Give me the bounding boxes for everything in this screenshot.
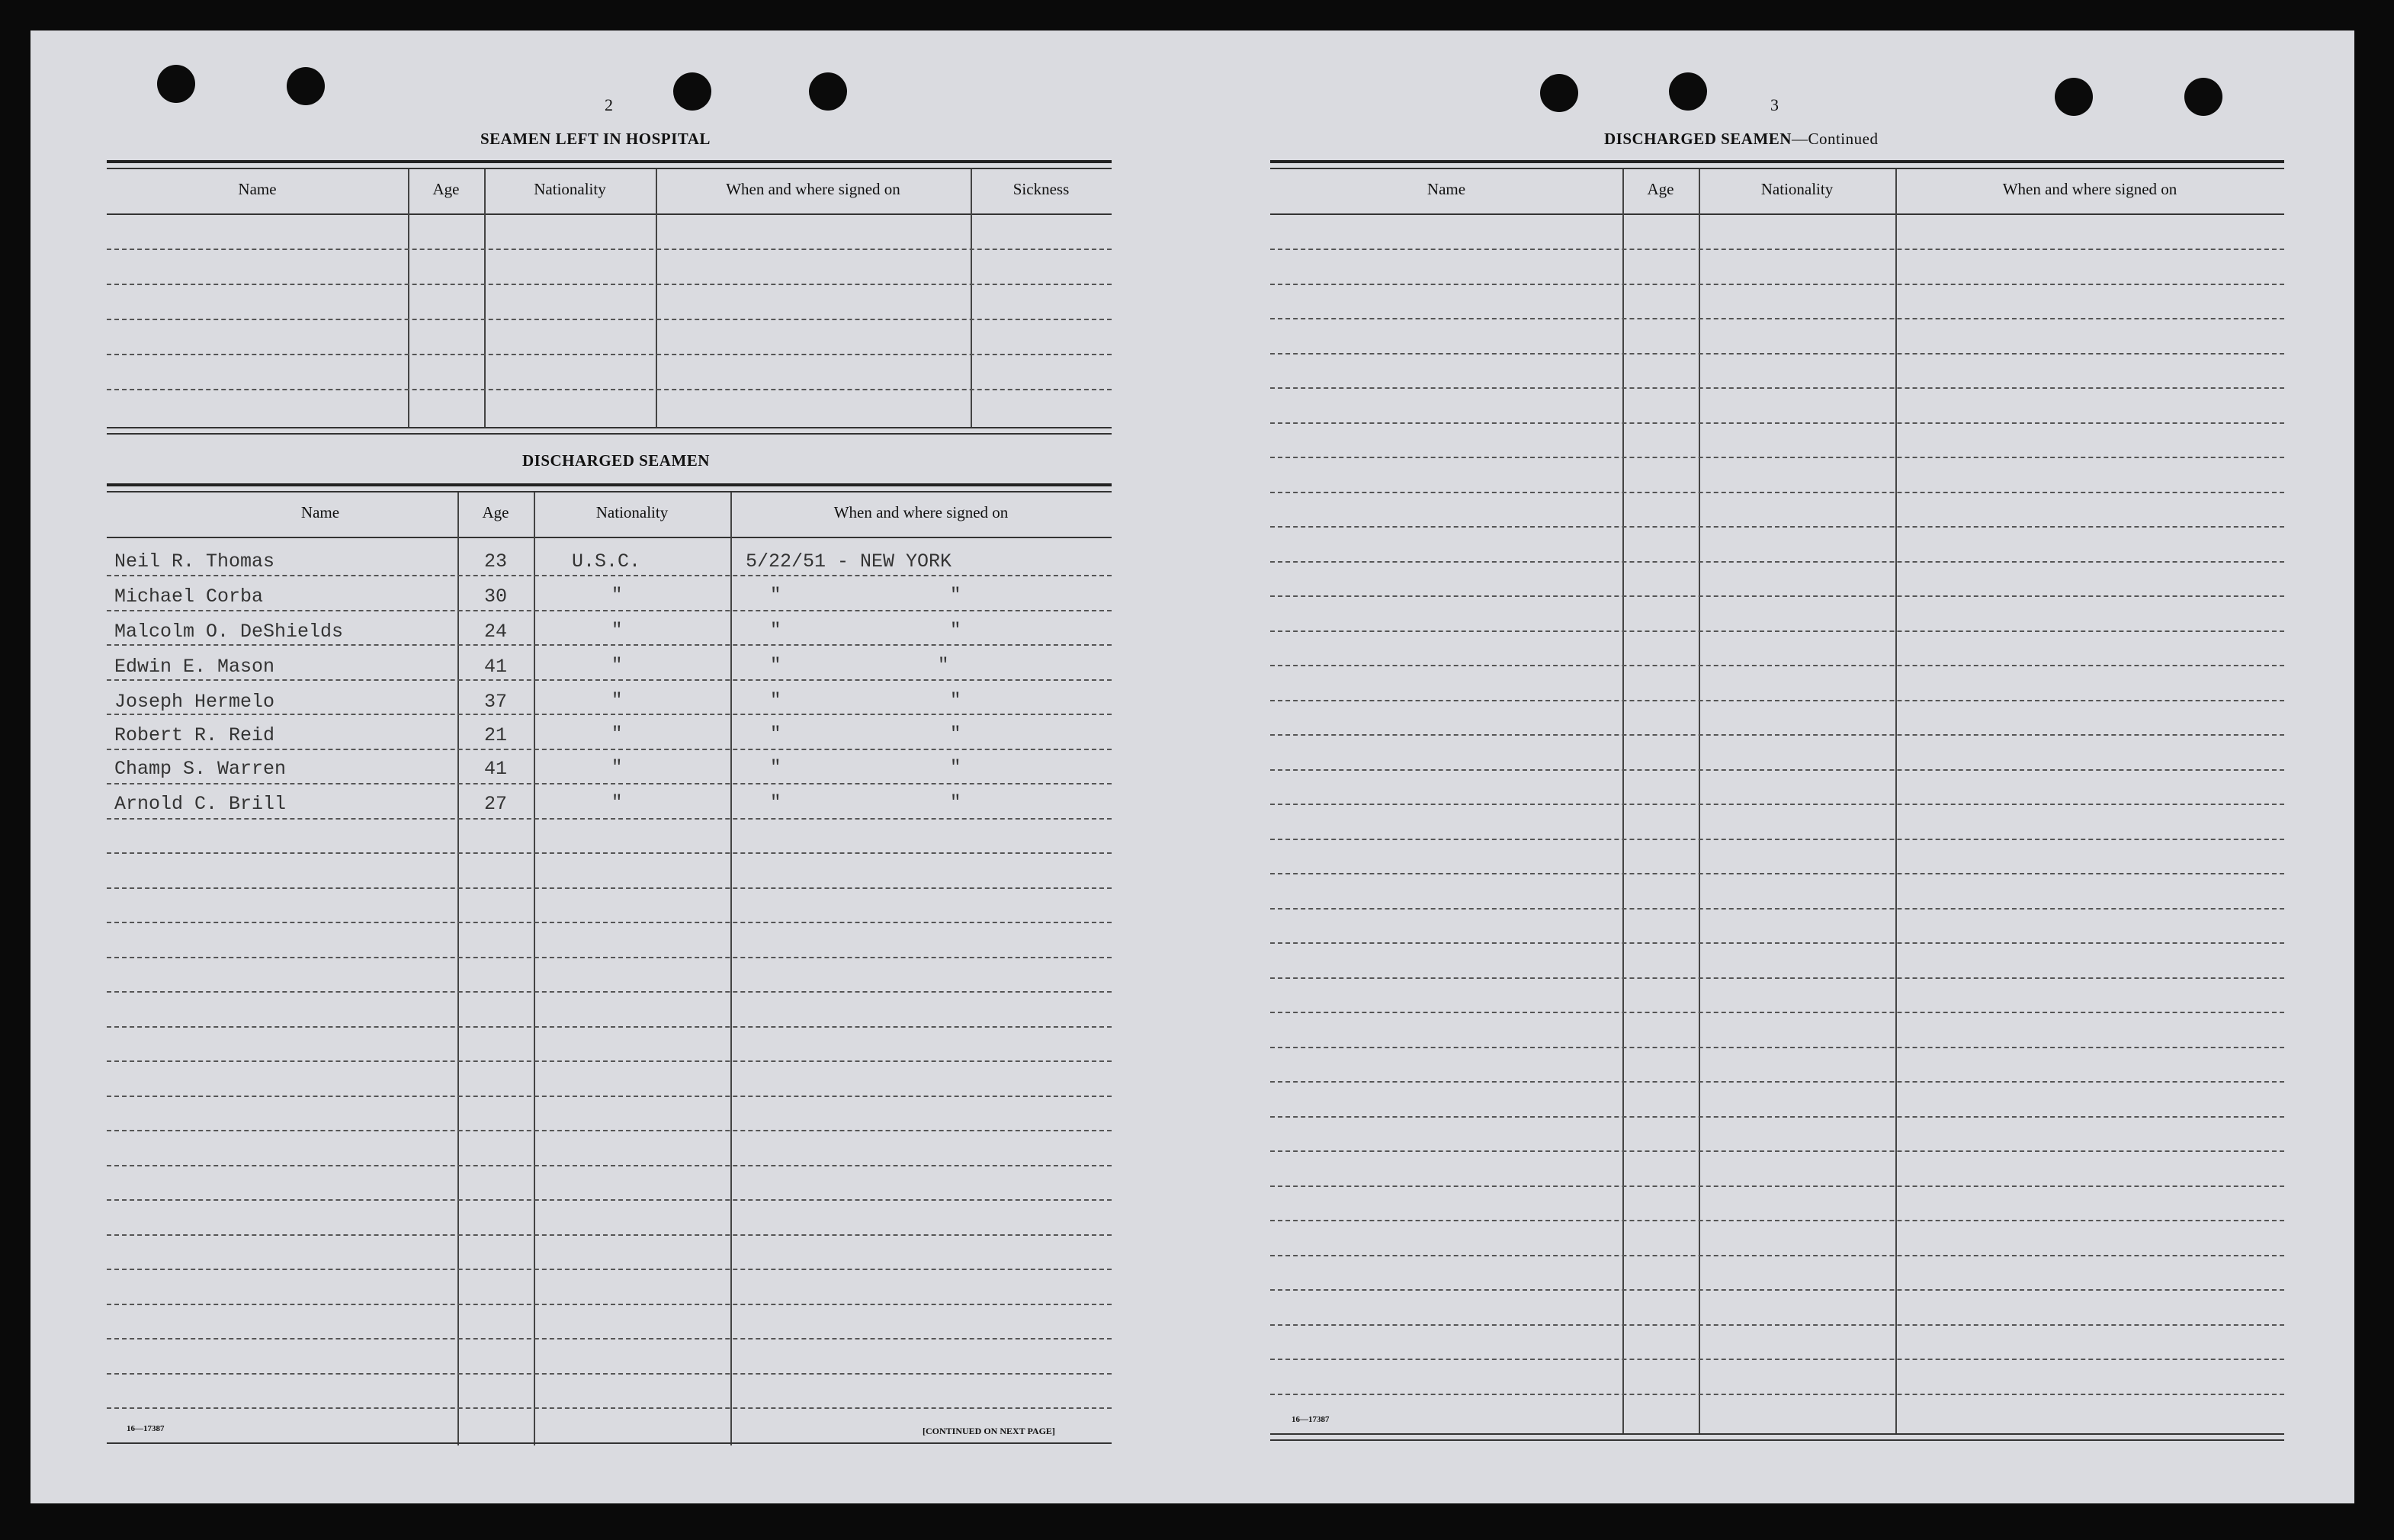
row-line (1270, 595, 2284, 597)
ditto-nationality: " (611, 724, 623, 745)
column-header-name: Name (300, 503, 340, 521)
punch-hole (1669, 72, 1707, 111)
row-line (1270, 387, 2284, 389)
row-line (107, 1338, 1112, 1339)
ditto-place: " (950, 586, 961, 606)
ditto-nationality: " (611, 793, 623, 813)
form-number: 16—17387 (1292, 1415, 1330, 1424)
row-line (107, 714, 1112, 715)
seaman-name: Arnold C. Brill (114, 793, 287, 815)
section-bottom-rule (107, 427, 1112, 428)
page-number: 2 (605, 95, 613, 114)
punch-hole (673, 72, 711, 111)
table-bottom-rule (107, 1442, 1112, 1444)
row-line (1270, 422, 2284, 424)
seaman-name: Neil R. Thomas (114, 550, 275, 573)
row-line (107, 319, 1112, 320)
column-header-name: Name (1426, 180, 1466, 198)
row-line (107, 783, 1112, 784)
title-suffix: —Continued (1791, 130, 1879, 148)
row-line (1270, 804, 2284, 805)
row-line (1270, 249, 2284, 250)
row-line (1270, 908, 2284, 910)
row-line (1270, 1012, 2284, 1013)
ditto-date: " (770, 793, 781, 813)
row-line (107, 284, 1112, 285)
row-line (107, 1026, 1112, 1028)
row-line (107, 1199, 1112, 1201)
column-divider (1622, 169, 1624, 1435)
row-line (1270, 457, 2284, 458)
row-line (1270, 561, 2284, 563)
header-rule (107, 168, 1112, 169)
top-rule (107, 160, 1112, 163)
row-line (107, 922, 1112, 923)
row-line (1270, 1081, 2284, 1083)
punch-hole (2184, 78, 2222, 116)
ditto-date: " (770, 691, 781, 711)
punch-hole (2055, 78, 2093, 116)
row-line (107, 991, 1112, 993)
seaman-age: 21 (483, 724, 507, 746)
row-line (1270, 318, 2284, 319)
row-line (107, 1060, 1112, 1062)
row-line (107, 887, 1112, 889)
page-number: 3 (1770, 95, 1779, 114)
row-line (107, 1269, 1112, 1270)
ditto-place: " (950, 724, 961, 745)
column-header-nationality: Nationality (1760, 180, 1834, 198)
punch-hole (157, 65, 195, 103)
row-line (107, 1407, 1112, 1409)
seaman-name: Edwin E. Mason (114, 656, 275, 678)
row-line (1270, 526, 2284, 528)
row-line (107, 957, 1112, 958)
header-bottom-rule (107, 537, 1112, 538)
row-line (1270, 1289, 2284, 1291)
column-divider (730, 492, 732, 1445)
continued-note: [CONTINUED ON NEXT PAGE] (923, 1426, 1055, 1436)
row-line (1270, 839, 2284, 840)
ditto-place: " (950, 793, 961, 813)
seaman-signed-on: 5/22/51 - NEW YORK (746, 550, 952, 573)
header-rule (1270, 168, 2284, 169)
seaman-name: Champ S. Warren (114, 758, 287, 780)
ditto-place: " (950, 691, 961, 711)
seaman-age: 37 (483, 691, 507, 713)
ditto-place: " (950, 621, 961, 641)
row-line (1270, 1150, 2284, 1152)
seaman-name: Michael Corba (114, 586, 264, 608)
discharged-continued-title (1604, 130, 1878, 149)
seaman-age: 27 (483, 793, 507, 815)
seaman-nationality: U.S.C. (571, 550, 640, 573)
column-header-nationality: Nationality (595, 503, 669, 521)
row-line (107, 1096, 1112, 1097)
row-line (107, 1165, 1112, 1166)
ditto-nationality: " (611, 621, 623, 641)
table-bottom-rule (1270, 1439, 2284, 1441)
top-rule (1270, 160, 2284, 163)
row-line (107, 818, 1112, 820)
row-line (107, 852, 1112, 854)
row-line (1270, 1359, 2284, 1360)
column-header-nationality: Nationality (534, 180, 606, 198)
row-line (1270, 665, 2284, 666)
manifest-sheet (30, 30, 2354, 1503)
top-rule (107, 483, 1112, 486)
punch-hole (1540, 74, 1578, 112)
column-header-sickness: Sickness (1012, 180, 1070, 198)
row-line (107, 749, 1112, 750)
row-line (1270, 700, 2284, 701)
seaman-age: 24 (483, 621, 507, 643)
row-line (1270, 1047, 2284, 1048)
row-line (1270, 353, 2284, 355)
row-line (1270, 1116, 2284, 1118)
row-line (107, 1373, 1112, 1375)
ditto-date: " (770, 586, 781, 606)
ditto-nationality: " (611, 586, 623, 606)
column-header-age: Age (482, 503, 509, 521)
seaman-age: 23 (483, 550, 507, 573)
column-header-age: Age (1647, 180, 1674, 198)
row-line (1270, 977, 2284, 979)
title-main: DISCHARGED SEAMEN (1604, 130, 1792, 148)
column-header-age: Age (432, 180, 460, 198)
discharged-title: DISCHARGED SEAMEN (522, 451, 710, 470)
row-line (1270, 942, 2284, 944)
row-line (107, 610, 1112, 611)
punch-hole (809, 72, 847, 111)
header-rule (107, 491, 1112, 492)
row-line (107, 389, 1112, 390)
row-line (107, 1130, 1112, 1131)
ditto-nationality: " (611, 758, 623, 778)
row-line (107, 1234, 1112, 1236)
row-line (1270, 284, 2284, 285)
punch-hole (287, 67, 325, 105)
seaman-name: Joseph Hermelo (114, 691, 275, 713)
ditto-date: " (770, 656, 781, 676)
ditto-place: " (950, 758, 961, 778)
seaman-age: 41 (483, 656, 507, 678)
ditto-date: " (770, 724, 781, 745)
column-header-signed-on: When and where signed on (726, 180, 900, 198)
row-line (1270, 1220, 2284, 1221)
ditto-date: " (770, 621, 781, 641)
row-line (1270, 1324, 2284, 1326)
seaman-name: Malcolm O. DeShields (114, 621, 344, 643)
column-divider (1895, 169, 1897, 1435)
row-line (1270, 630, 2284, 632)
row-line (107, 1304, 1112, 1305)
row-line (107, 679, 1112, 681)
row-line (1270, 734, 2284, 736)
row-line (1270, 1394, 2284, 1395)
section-bottom-rule (107, 433, 1112, 435)
column-divider (1699, 169, 1700, 1435)
seaman-age: 41 (483, 758, 507, 780)
ditto-nationality: " (611, 656, 623, 676)
column-header-signed-on: When and where signed on (833, 503, 1009, 521)
row-line (1270, 492, 2284, 493)
seaman-name: Robert R. Reid (114, 724, 275, 746)
row-line (1270, 1185, 2284, 1187)
header-bottom-rule (1270, 213, 2284, 215)
header-bottom-rule (107, 213, 1112, 215)
row-line (107, 249, 1112, 250)
row-line (107, 354, 1112, 355)
hospital-title: SEAMEN LEFT IN HOSPITAL (480, 130, 711, 148)
seaman-age: 30 (483, 586, 507, 608)
column-header-signed-on: When and where signed on (2002, 180, 2177, 198)
form-number: 16—17387 (127, 1424, 165, 1433)
column-header-name: Name (238, 180, 277, 198)
row-line (1270, 873, 2284, 874)
row-line (107, 644, 1112, 646)
row-line (107, 575, 1112, 576)
row-line (1270, 769, 2284, 771)
table-bottom-rule (1270, 1433, 2284, 1435)
column-divider (534, 492, 535, 1445)
ditto-place: " (938, 656, 949, 676)
ditto-nationality: " (611, 691, 623, 711)
ditto-date: " (770, 758, 781, 778)
row-line (1270, 1255, 2284, 1256)
